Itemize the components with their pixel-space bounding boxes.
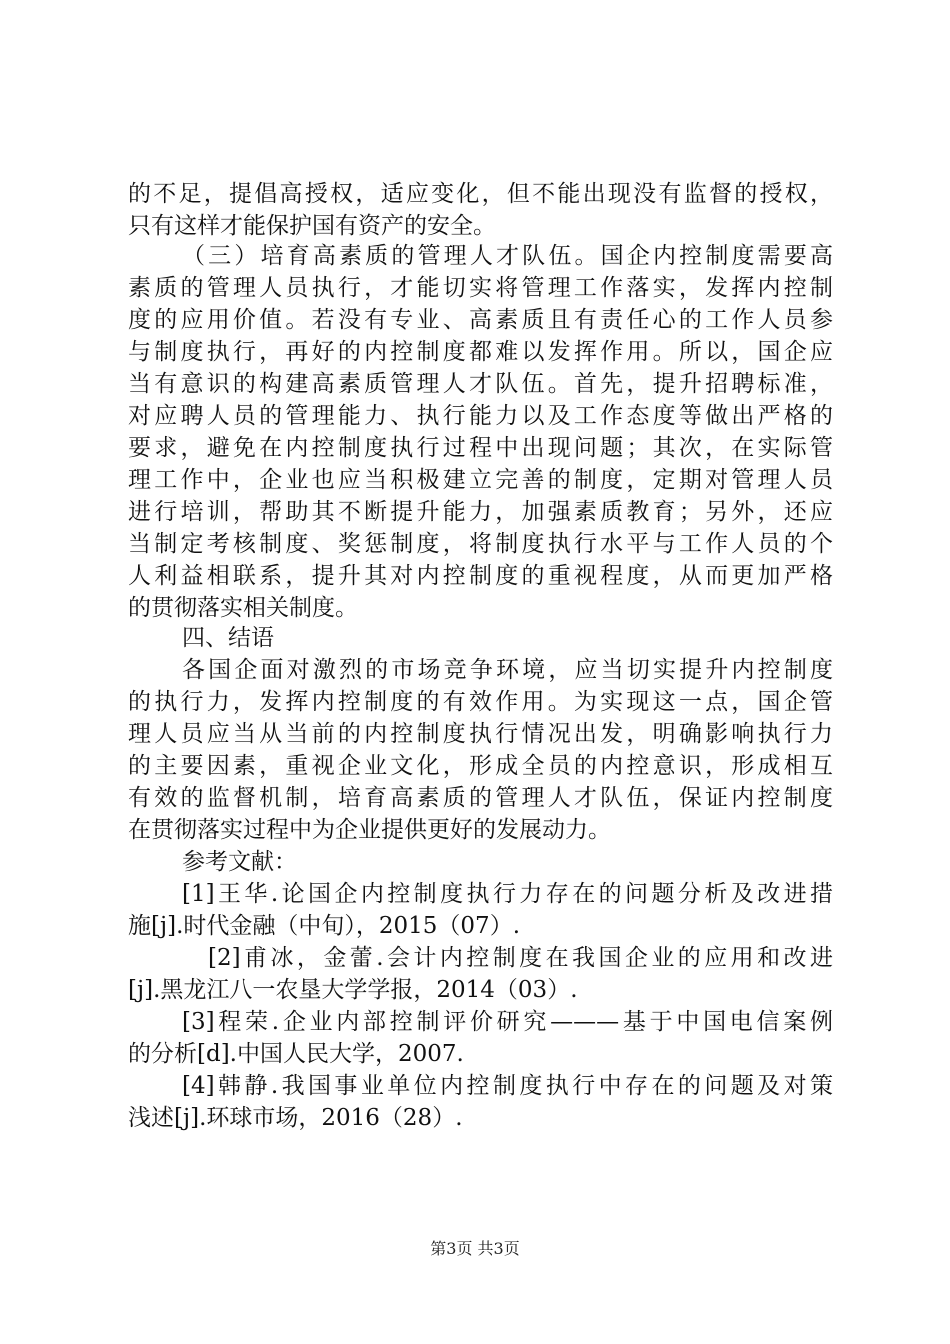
reference-line: [2]甫冰，金蕾.会计内控制度在我国企业的应用和改进 [208,945,833,971]
text-line: 素质的管理人员执行，才能切实将管理工作落实，发挥内控制 [128,275,833,301]
reference-line: 浅述[j].环球市场，2016（28）. [128,1105,463,1131]
reference-line: [3]程荣.企业内部控制评价研究———基于中国电信案例 [182,1009,833,1035]
section-heading: 四、结语 [182,625,274,651]
text-line: 当制定考核制度、奖惩制度，将制度执行水平与工作人员的个 [128,531,833,557]
text-line: （三）培育高素质的管理人才队伍。国企内控制度需要高 [182,243,833,269]
text-line: 的主要因素，重视企业文化，形成全员的内控意识，形成相互 [128,753,833,779]
text-line: 当有意识的构建高素质管理人才队伍。首先，提升招聘标准， [128,371,833,397]
reference-line: 的分析[d].中国人民大学，2007. [128,1041,464,1067]
text-line: 各国企面对激烈的市场竞争环境，应当切实提升内控制度 [182,657,833,683]
reference-line: [j].黑龙江八一农垦大学学报，2014（03）. [128,977,578,1003]
text-line: 与制度执行，再好的内控制度都难以发挥作用。所以，国企应 [128,339,833,365]
text-line: 只有这样才能保护国有资产的安全。 [128,213,496,239]
text-line: 有效的监督机制，培育高素质的管理人才队伍，保证内控制度 [128,785,833,811]
text-line: 的不足，提倡高授权，适应变化，但不能出现没有监督的授权， [128,181,833,207]
reference-line: 施[j].时代金融（中旬），2015（07）. [128,913,520,939]
text-line: 对应聘人员的管理能力、执行能力以及工作态度等做出严格的 [128,403,833,429]
references-heading: 参考文献： [182,849,297,875]
text-line: 的贯彻落实相关制度。 [128,595,358,621]
text-line: 要求，避免在内控制度执行过程中出现问题；其次，在实际管 [128,435,833,461]
text-line: 人利益相联系，提升其对内控制度的重视程度，从而更加严格 [128,563,833,589]
text-line: 的执行力，发挥内控制度的有效作用。为实现这一点，国企管 [128,689,833,715]
text-line: 在贯彻落实过程中为企业提供更好的发展动力。 [128,817,611,843]
text-line: 理人员应当从当前的内控制度执行情况出发，明确影响执行力 [128,721,833,747]
text-line: 进行培训，帮助其不断提升能力，加强素质教育；另外，还应 [128,499,833,525]
text-line: 度的应用价值。若没有专业、高素质且有责任心的工作人员参 [128,307,833,333]
reference-line: [4]韩静.我国事业单位内控制度执行中存在的问题及对策 [182,1073,833,1099]
text-line: 理工作中，企业也应当积极建立完善的制度，定期对管理人员 [128,467,833,493]
page-number-footer: 第3页 共3页 [430,1239,520,1258]
reference-line: [1]王华.论国企内控制度执行力存在的问题分析及改进措 [182,881,833,907]
